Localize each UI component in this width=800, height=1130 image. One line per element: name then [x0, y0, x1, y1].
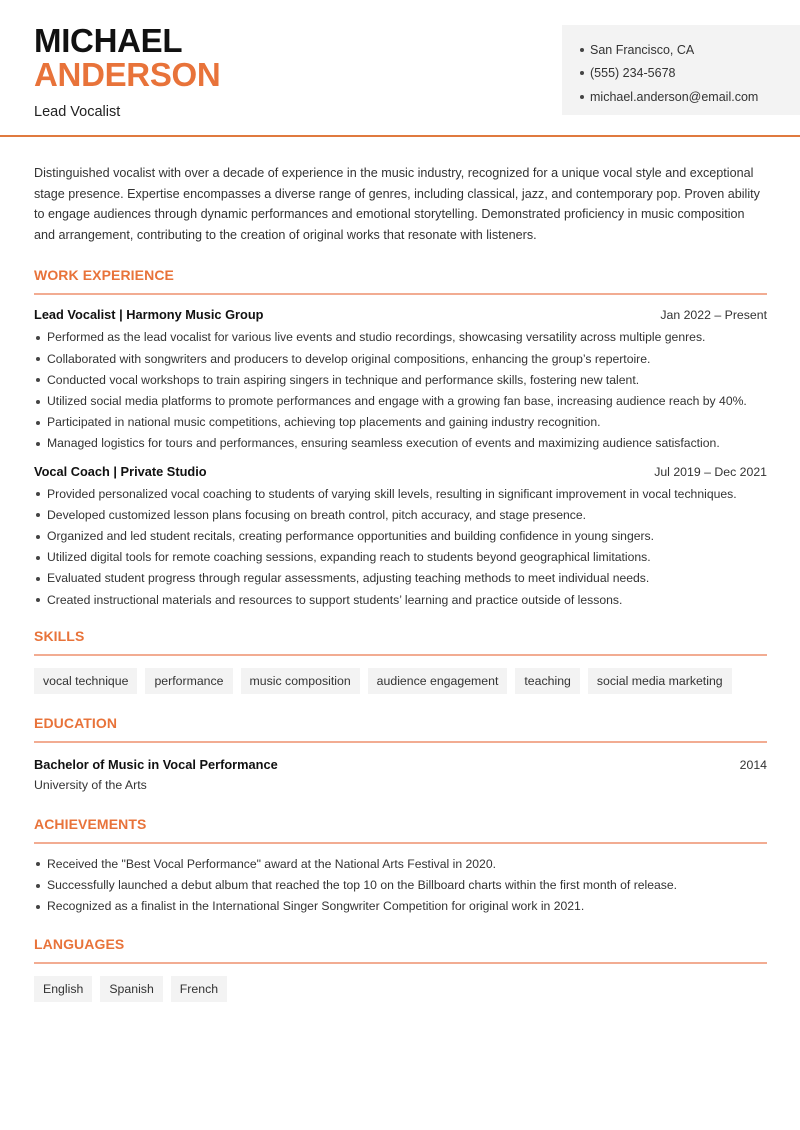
job-date: Jan 2022 – Present — [660, 308, 767, 323]
job-role: Lead Vocalist | Harmony Music Group — [34, 307, 264, 323]
bullet-icon — [36, 598, 40, 602]
work-experience-section — [34, 267, 767, 610]
skill-tag: teaching — [515, 668, 580, 694]
list-item-text: Recognized as a finalist in the International Singer Songwriter Competition for original work in 2021. — [47, 899, 585, 914]
graduation-year: 2014 — [739, 757, 767, 772]
bullet-icon — [36, 421, 40, 425]
contact-phone-text: (555) 234-5678 — [590, 66, 676, 81]
job-entry — [34, 307, 767, 454]
job-entry — [34, 464, 767, 611]
language-tag: English — [34, 976, 92, 1002]
list-item-text: Created instructional materials and resources to support students’ learning and practice outside of lessons. — [47, 592, 623, 607]
section-title: ACHIEVEMENTS — [34, 816, 767, 844]
contact-email — [580, 85, 800, 109]
section-title: SKILLS — [34, 628, 767, 656]
contact-location-text: San Francisco, CA — [590, 42, 695, 57]
contact-location — [580, 38, 800, 62]
list-item — [34, 547, 767, 568]
bullet-icon — [36, 492, 40, 496]
list-item — [34, 896, 767, 917]
list-item — [34, 391, 767, 412]
degree: Bachelor of Music in Vocal Performance — [34, 756, 278, 772]
school: University of the Arts — [34, 777, 147, 792]
bullet-icon — [36, 535, 40, 539]
bullet-icon — [580, 95, 584, 99]
list-item — [34, 854, 767, 875]
bullet-icon — [36, 442, 40, 446]
contact-box — [562, 25, 800, 115]
skill-tags — [34, 668, 767, 694]
list-item-text: Collaborated with songwriters and producers to develop original compositions, enhancing the group’s repertoire. — [47, 351, 651, 366]
list-item-text: Evaluated student progress through regular assessments, adjusting teaching methods to meet individual needs. — [47, 571, 650, 586]
list-item — [34, 433, 767, 454]
list-item-text: Utilized social media platforms to promote performances and engage with a growing fan base, increasing audience reach by 40%. — [47, 393, 747, 408]
skill-tag: music composition — [241, 668, 360, 694]
languages-section — [34, 936, 767, 1002]
resume-body — [0, 163, 800, 1002]
list-item-text: Utilized digital tools for remote coaching sessions, expanding reach to students beyond geographical limitations. — [47, 550, 651, 565]
list-item — [34, 327, 767, 348]
list-item — [34, 875, 767, 896]
education-section — [34, 715, 767, 792]
bullet-icon — [36, 378, 40, 382]
list-item-text: Developed customized lesson plans focusing on breath control, pitch accuracy, and stage presence. — [47, 507, 587, 522]
bullet-icon — [36, 905, 40, 909]
job-role: Vocal Coach | Private Studio — [34, 463, 207, 479]
list-item-text: Received the "Best Vocal Performance" award at the National Arts Festival in 2020. — [47, 856, 496, 871]
list-item-text: Conducted vocal workshops to train aspiring singers in technique and performance skills, fostering new talent. — [47, 372, 640, 387]
list-item-text: Managed logistics for tours and performances, ensuring seamless execution of events and maximizing audience satisfaction. — [47, 436, 720, 451]
achievement-list — [34, 854, 767, 918]
job-title: Lead Vocalist — [34, 104, 121, 120]
first-name: MICHAEL — [34, 22, 183, 59]
bullet-icon — [580, 71, 584, 75]
skill-tag: vocal technique — [34, 668, 137, 694]
bullet-icon — [36, 862, 40, 866]
list-item — [34, 349, 767, 370]
section-title: EDUCATION — [34, 715, 767, 743]
job-date: Jul 2019 – Dec 2021 — [654, 464, 767, 479]
list-item — [34, 526, 767, 547]
name-block — [34, 24, 220, 120]
bullet-icon — [36, 556, 40, 560]
bullet-icon — [36, 336, 40, 340]
job-bullets — [34, 484, 767, 611]
last-name: ANDERSON — [34, 56, 221, 93]
list-item — [34, 484, 767, 505]
bullet-icon — [36, 513, 40, 517]
list-item — [34, 505, 767, 526]
skill-tag: performance — [145, 668, 232, 694]
job-bullets — [34, 327, 767, 454]
resume-header — [0, 0, 800, 137]
skills-section — [34, 628, 767, 694]
skill-tag: audience engagement — [368, 668, 508, 694]
bullet-icon — [36, 357, 40, 361]
section-title: LANGUAGES — [34, 936, 767, 964]
summary: Distinguished vocalist with over a decade of experience in the music industry, recognized for a unique vocal style and exceptional stage presence. Expertise encompasses a diverse range of genres, including classical, jazz, and contemporary pop. Proven ability to engage audiences through dynamic performances and emotional storytelling. Demonstrated proficiency in music composition and arrangement, contributing to the creation of original works that resonate with listeners. — [34, 166, 760, 242]
list-item — [34, 412, 767, 433]
language-tag: French — [171, 976, 227, 1002]
bullet-icon — [36, 884, 40, 888]
list-item-text: Organized and led student recitals, creating performance opportunities and building confidence in young singers. — [47, 529, 655, 543]
education-entry — [34, 757, 767, 792]
bullet-icon — [580, 48, 584, 52]
bullet-icon — [36, 400, 40, 404]
list-item-text: Participated in national music competitions, achieving top placements and gaining industry recognition. — [47, 415, 601, 430]
list-item — [34, 568, 767, 589]
contact-phone — [580, 62, 800, 86]
list-item-text: Performed as the lead vocalist for various live events and studio recordings, showcasing versatility across multiple genres. — [47, 330, 706, 345]
language-tags — [34, 976, 767, 1002]
skill-tag: social media marketing — [588, 668, 732, 694]
list-item — [34, 370, 767, 391]
achievements-section — [34, 816, 767, 918]
list-item-text: Provided personalized vocal coaching to students of varying skill levels, resulting in significant improvement in vocal techniques. — [47, 486, 737, 501]
contact-email-text: michael.anderson@email.com — [590, 89, 759, 104]
section-title: WORK EXPERIENCE — [34, 267, 767, 295]
bullet-icon — [36, 577, 40, 581]
list-item — [34, 590, 767, 611]
language-tag: Spanish — [100, 976, 162, 1002]
list-item-text: Successfully launched a debut album that reached the top 10 on the Billboard charts within the first month of release. — [47, 878, 678, 893]
